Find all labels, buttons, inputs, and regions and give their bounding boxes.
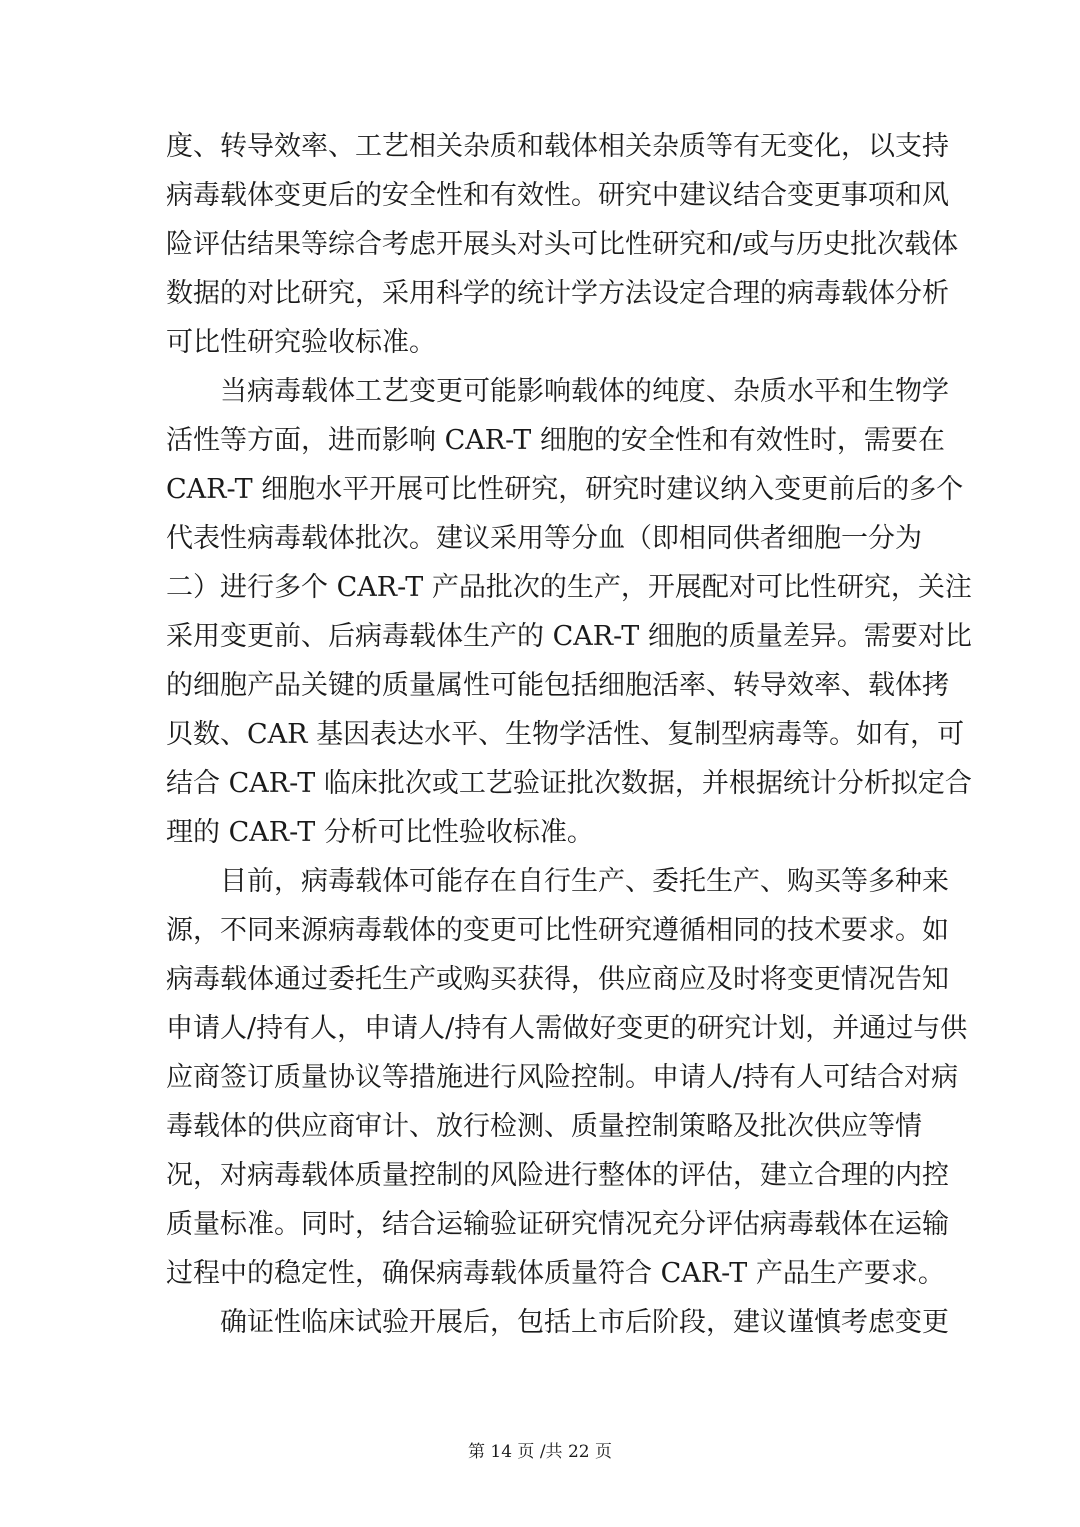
text-line: 二）进行多个 CAR-T 产品批次的生产，开展配对可比性研究，关注 bbox=[166, 572, 972, 603]
text-line: 病毒载体通过委托生产或购买获得，供应商应及时将变更情况告知 bbox=[166, 964, 949, 995]
text-line: 病毒载体变更后的安全性和有效性。研究中建议结合变更事项和风 bbox=[166, 180, 949, 211]
text-line: 目前，病毒载体可能存在自行生产、委托生产、购买等多种来 bbox=[220, 866, 949, 897]
text-line: 活性等方面，进而影响 CAR-T 细胞的安全性和有效性时，需要在 bbox=[166, 425, 945, 456]
text-line: 贝数、CAR 基因表达水平、生物学活性、复制型病毒等。如有，可 bbox=[166, 719, 965, 750]
paragraph-1 bbox=[166, 122, 959, 367]
text-line: 结合 CAR-T 临床批次或工艺验证批次数据，并根据统计分析拟定合 bbox=[166, 768, 972, 799]
text-line: CAR-T 细胞水平开展可比性研究，研究时建议纳入变更前后的多个 bbox=[166, 474, 964, 505]
paragraph-3 bbox=[166, 857, 968, 1298]
text-line: 度、转导效率、工艺相关杂质和载体相关杂质等有无变化，以支持 bbox=[166, 131, 949, 162]
body-text bbox=[166, 122, 972, 1347]
text-line: 源，不同来源病毒载体的变更可比性研究遵循相同的技术要求。如 bbox=[166, 915, 949, 946]
text-line: 申请人/持有人，申请人/持有人需做好变更的研究计划，并通过与供 bbox=[166, 1013, 968, 1044]
text-line: 应商签订质量协议等措施进行风险控制。申请人/持有人可结合对病 bbox=[166, 1062, 959, 1093]
text-line: 过程中的稳定性，确保病毒载体质量符合 CAR-T 产品生产要求。 bbox=[166, 1258, 945, 1289]
text-line: 可比性研究验收标准。 bbox=[166, 327, 436, 358]
text-line: 代表性病毒载体批次。建议采用等分血（即相同供者细胞一分为 bbox=[166, 523, 922, 554]
paragraph-4 bbox=[166, 1298, 949, 1347]
text-line: 况，对病毒载体质量控制的风险进行整体的评估，建立合理的内控 bbox=[166, 1160, 949, 1191]
text-line: 确证性临床试验开展后，包括上市后阶段，建议谨慎考虑变更 bbox=[220, 1307, 949, 1338]
text-line: 当病毒载体工艺变更可能影响载体的纯度、杂质水平和生物学 bbox=[220, 376, 949, 407]
page-number-footer: 第 14 页 /共 22 页 bbox=[467, 1442, 612, 1462]
paragraph-2 bbox=[166, 367, 972, 857]
text-line: 质量标准。同时，结合运输验证研究情况充分评估病毒载体在运输 bbox=[166, 1209, 949, 1240]
text-line: 毒载体的供应商审计、放行检测、质量控制策略及批次供应等情 bbox=[166, 1111, 922, 1142]
text-line: 险评估结果等综合考虑开展头对头可比性研究和/或与历史批次载体 bbox=[166, 229, 959, 260]
text-line: 的细胞产品关键的质量属性可能包括细胞活率、转导效率、载体拷 bbox=[166, 670, 949, 701]
text-line: 理的 CAR-T 分析可比性验收标准。 bbox=[166, 817, 594, 848]
text-line: 数据的对比研究，采用科学的统计学方法设定合理的病毒载体分析 bbox=[166, 278, 949, 309]
text-line: 采用变更前、后病毒载体生产的 CAR-T 细胞的质量差异。需要对比 bbox=[166, 621, 972, 652]
